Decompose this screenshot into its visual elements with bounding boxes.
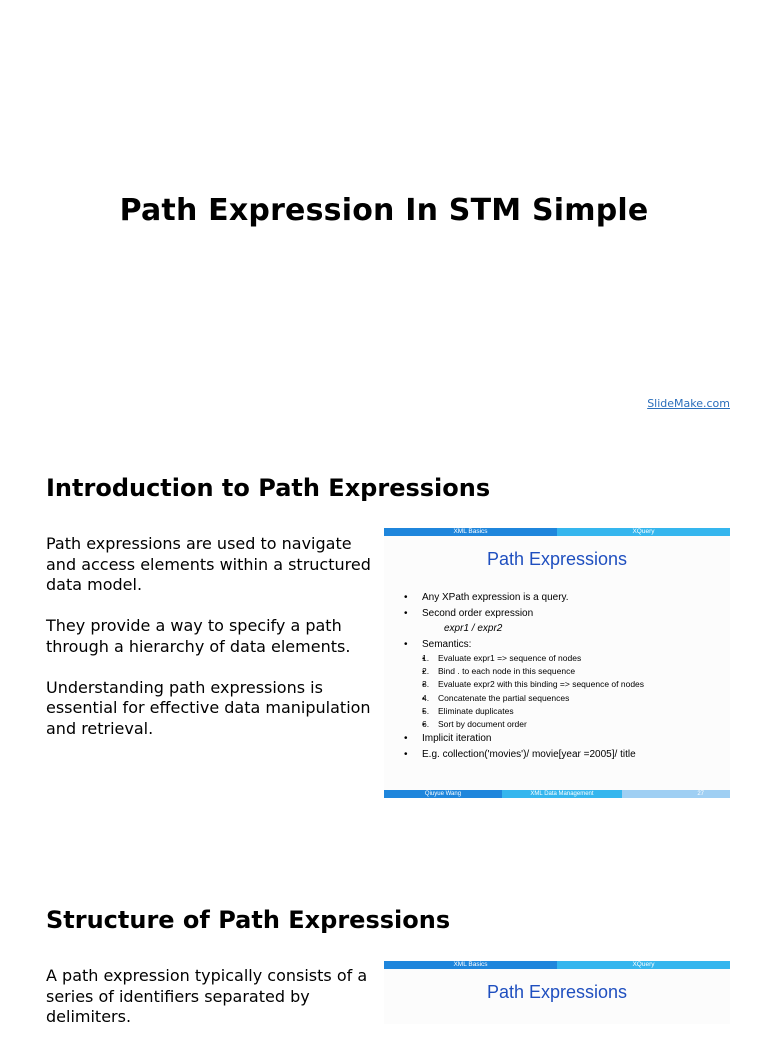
slide-bullet: • Any XPath expression is a query. bbox=[404, 590, 644, 606]
slide-step: • 5. Eliminate duplicates bbox=[422, 705, 644, 718]
slide-steps-list bbox=[404, 652, 644, 731]
section-heading-structure: Structure of Path Expressions bbox=[46, 906, 451, 934]
slide-step: • 3. Evaluate expr2 with this binding => sequence of nodes bbox=[422, 678, 644, 691]
slide-step: • 1. Evaluate expr1 => sequence of nodes bbox=[422, 652, 644, 665]
slide-thumbnail-image bbox=[384, 528, 730, 798]
slide-header-left: XML Basics bbox=[384, 961, 557, 969]
page-title: Path Expression In STM Simple bbox=[119, 193, 649, 228]
slide-header-right: XQuery bbox=[557, 528, 730, 536]
slide-bullet: • Semantics: bbox=[404, 637, 644, 653]
slide-bullet: • E.g. collection('movies')/ movie[year =2005]/ title bbox=[404, 747, 644, 763]
slide-header-bar bbox=[384, 528, 730, 536]
slide-title: Path Expressions bbox=[486, 982, 628, 1002]
slide-step: • 4. Concatenate the partial sequences bbox=[422, 692, 644, 705]
paragraph: They provide a way to specify a path through a hierarchy of data elements. bbox=[46, 616, 351, 656]
slide-title: Path Expressions bbox=[486, 549, 628, 569]
slide-footer-author: Qiuyue Wang bbox=[384, 790, 502, 798]
slide-bullets bbox=[404, 590, 644, 762]
slidemake-link[interactable]: SlideMake.com bbox=[647, 397, 730, 410]
slide-step: • 2. Bind . to each node in this sequence bbox=[422, 665, 644, 678]
slide-thumbnail-image-2 bbox=[384, 961, 730, 1024]
paragraph: Path expressions are used to navigate and access elements within a structured data model. bbox=[46, 534, 371, 594]
section-body-introduction bbox=[46, 534, 376, 760]
section-heading-introduction: Introduction to Path Expressions bbox=[46, 474, 491, 502]
slide-footer-course: XML Data Management bbox=[502, 790, 622, 798]
slide-bullet-sub: expr1 / expr2 bbox=[444, 623, 503, 634]
slide-header-bar bbox=[384, 961, 730, 969]
paragraph: Understanding path expressions is essential for effective data manipulation and retrieval. bbox=[46, 677, 371, 738]
slide-header-right: XQuery bbox=[557, 961, 730, 969]
slide-header-left: XML Basics bbox=[384, 528, 557, 536]
slide-footer-page: 27 bbox=[622, 790, 730, 798]
slide-footer-bar bbox=[384, 790, 730, 798]
slide-bullet: • Implicit iteration bbox=[404, 731, 644, 747]
slide-step: • 6. Sort by document order bbox=[422, 718, 644, 731]
paragraph: A path expression typically consists of a series of identifiers separated by delimiters. bbox=[46, 966, 368, 1026]
section-body-structure bbox=[46, 966, 376, 1048]
slide-bullet: • Second order expression bbox=[404, 606, 644, 622]
